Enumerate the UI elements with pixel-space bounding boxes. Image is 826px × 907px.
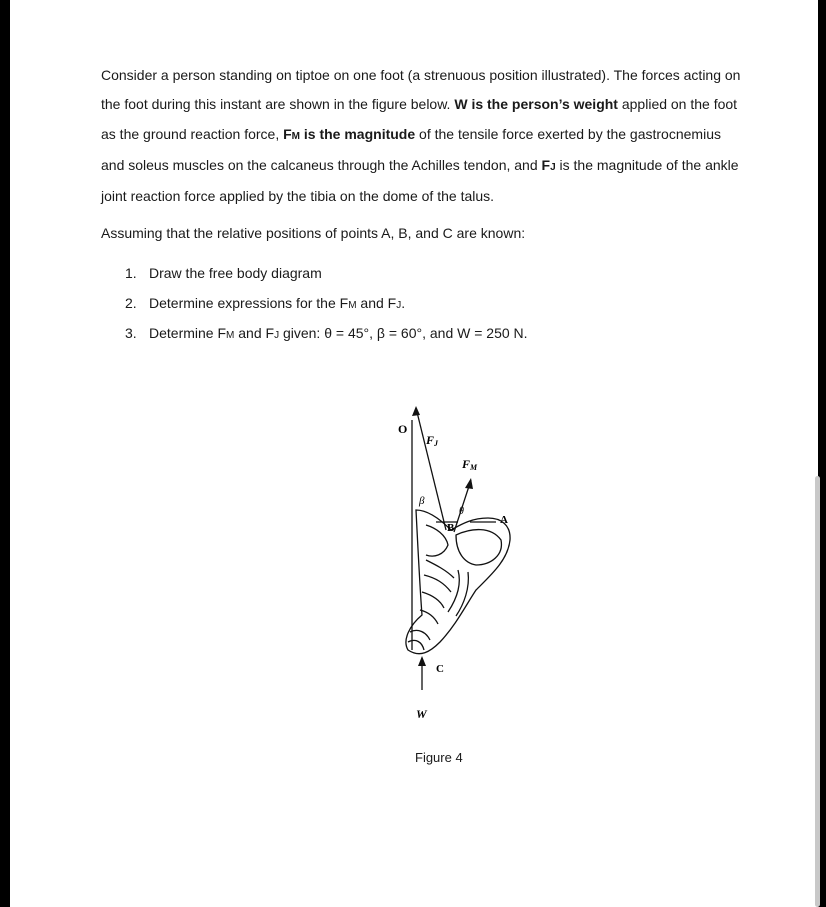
intro-text-1: Consider a person standing on tiptoe on one foot (a strenuous position illustrated). The forces acting on the foot during this instant are shown in the figure below. xyxy=(101,67,741,113)
intro-text-3: of the tensile force exerted by the gastrocnemius and soleus muscles on the calcaneus through the Achilles tendon, and xyxy=(101,125,721,173)
foot-force-diagram xyxy=(396,400,536,730)
label-b: B xyxy=(447,522,455,534)
intro-magnitude-bold: is the magnitude xyxy=(300,125,416,142)
label-fm: FM xyxy=(462,457,478,472)
fm-arrowhead xyxy=(465,478,473,489)
label-theta: θ xyxy=(459,506,464,517)
label-c: C xyxy=(436,663,444,675)
task-list xyxy=(125,258,528,348)
intro-paragraph xyxy=(101,61,741,211)
list-item: 2. Determine expressions for the FM and FJ. xyxy=(125,295,406,311)
intro-text-4: is the magnitude of the ankle joint reaction force applied by the tibia on the dome of the talus. xyxy=(101,156,739,205)
list-item: 3. Determine FM and FJ given: θ = 45°, β = 60°, and W = 250 N. xyxy=(125,325,528,341)
label-beta: β xyxy=(419,495,425,507)
document-page xyxy=(10,0,818,907)
w-arrowhead xyxy=(418,656,426,666)
figure-caption: Figure 4 xyxy=(415,750,463,765)
fj-symbol: FJ xyxy=(541,156,556,173)
label-o: O xyxy=(398,422,408,436)
intro-weight-bold: W is the person’s weight xyxy=(454,96,618,113)
fj-arrowhead xyxy=(412,406,420,416)
fj-force-line xyxy=(416,408,446,530)
intro-text-2: applied on the foot as the ground reaction force, xyxy=(101,96,738,142)
label-w: W xyxy=(416,707,427,721)
assumption-paragraph: Assuming that the relative positions of points A, B, and C are known: xyxy=(101,225,526,241)
fm-symbol: FM xyxy=(283,125,301,142)
label-fj: FJ xyxy=(426,433,439,448)
vertical-scrollbar[interactable] xyxy=(815,476,820,907)
list-item: 1. Draw the free body diagram xyxy=(125,265,322,281)
label-a: A xyxy=(500,514,508,526)
